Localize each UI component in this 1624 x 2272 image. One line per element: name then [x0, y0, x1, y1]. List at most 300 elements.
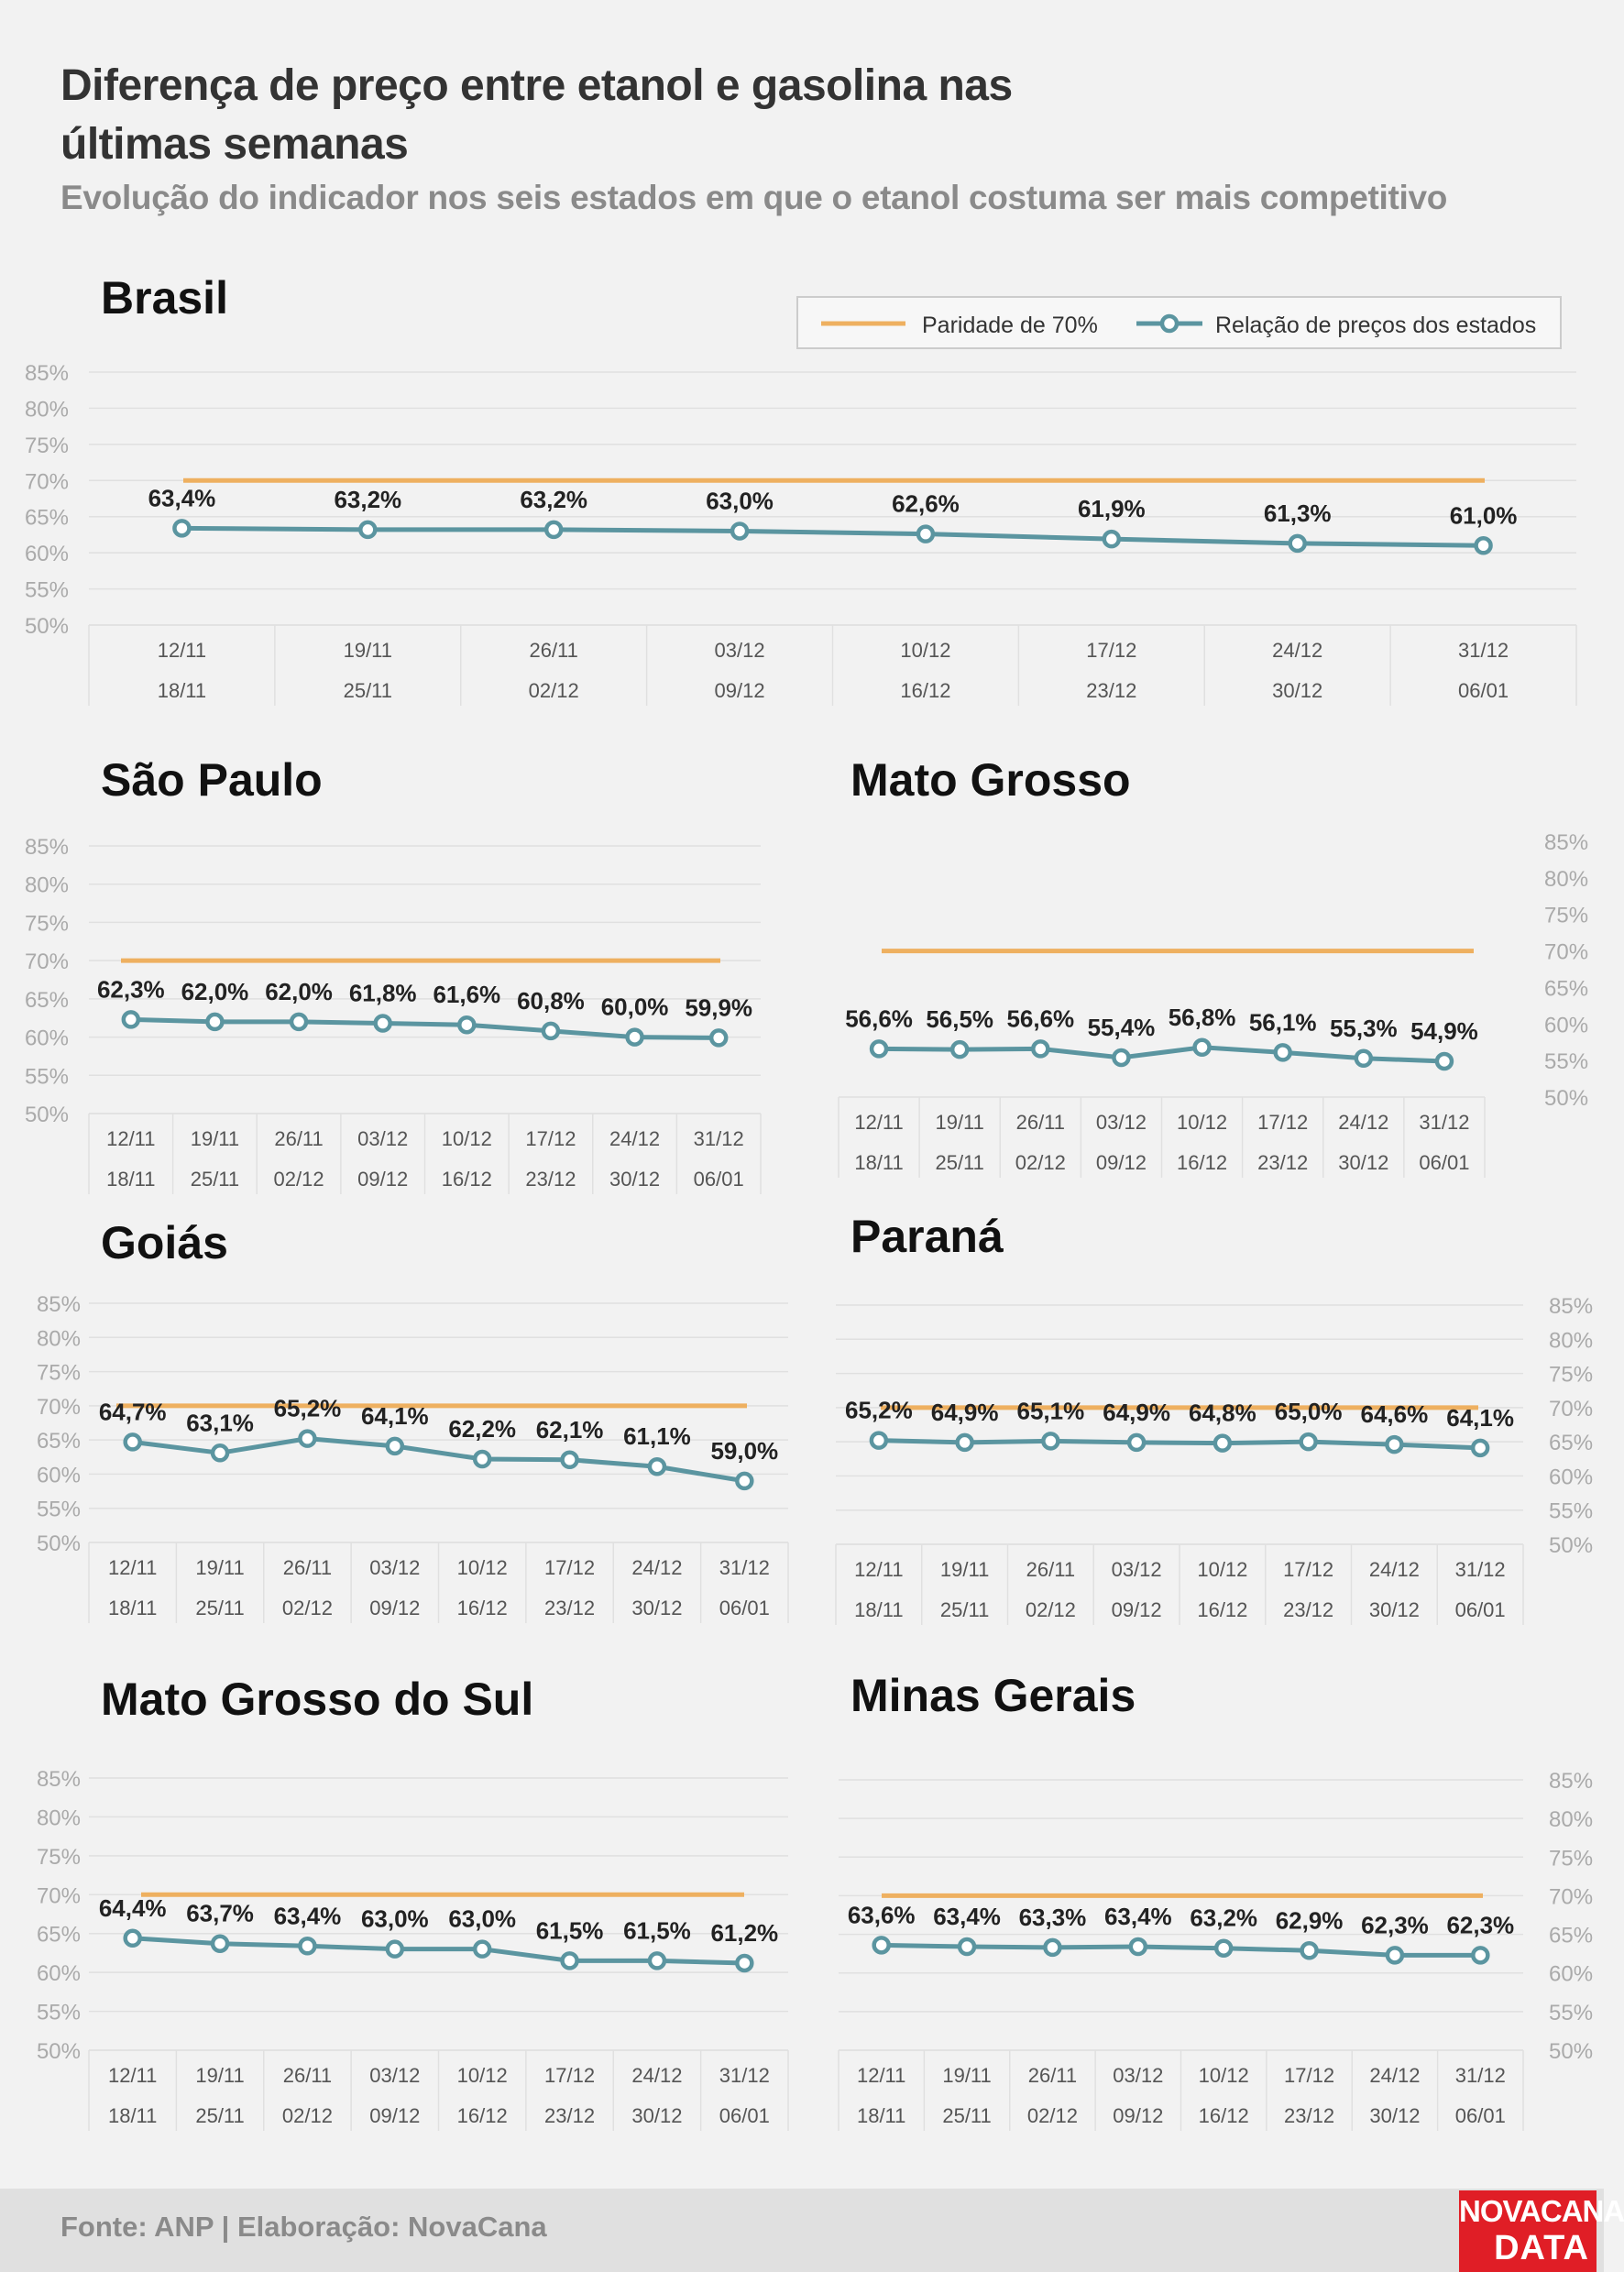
x-tick-label-end: 30/12: [1368, 1598, 1420, 1621]
x-tick-label-end: 16/12: [1198, 2104, 1249, 2127]
x-tick-label-start: 19/11: [195, 1556, 245, 1579]
data-point: [1388, 1948, 1402, 1962]
x-tick-label-start: 26/11: [529, 639, 578, 662]
chart-title: Minas Gerais: [850, 1670, 1136, 1721]
data-point: [737, 1956, 752, 1970]
data-point: [126, 1434, 140, 1449]
x-tick-label-start: 17/12: [1283, 1558, 1334, 1581]
data-label: 55,4%: [1087, 1013, 1156, 1041]
data-label: 64,7%: [98, 1398, 167, 1426]
data-label: 65,2%: [845, 1396, 913, 1424]
data-label: 62,3%: [1446, 1911, 1515, 1939]
data-label: 64,9%: [1103, 1398, 1170, 1426]
y-tick-label: 60%: [1549, 1465, 1594, 1490]
x-tick-label-start: 31/12: [693, 1127, 744, 1150]
x-tick-label-end: 06/01: [1454, 2104, 1506, 2127]
y-tick-label: 55%: [1549, 1498, 1594, 1524]
x-tick-label-start: 03/12: [1111, 1558, 1162, 1581]
x-tick-label-start: 10/12: [441, 1127, 492, 1150]
chart-title: São Paulo: [101, 754, 323, 806]
data-point: [1043, 1433, 1058, 1448]
x-tick-label-start: 12/11: [107, 1556, 158, 1579]
data-point: [1290, 536, 1305, 551]
x-tick-label-end: 30/12: [1338, 1151, 1389, 1174]
x-tick-label-start: 17/12: [1086, 639, 1137, 662]
data-label: 56,5%: [926, 1005, 994, 1034]
y-tick-label: 75%: [1549, 1362, 1594, 1388]
legend-series-marker: [1162, 316, 1177, 331]
data-point: [388, 1439, 402, 1454]
y-tick-label: 85%: [24, 835, 69, 860]
data-point: [1216, 1941, 1231, 1956]
x-tick-label-end: 16/12: [456, 2104, 508, 2127]
data-label: 63,2%: [334, 485, 402, 513]
legend-series-label: Relação de preços dos estados: [1215, 313, 1537, 338]
data-label: 61,5%: [623, 1916, 691, 1945]
x-tick-label-end: 30/12: [609, 1168, 661, 1191]
data-label: 62,6%: [892, 489, 960, 518]
legend-parity-label: Paridade de 70%: [922, 313, 1098, 338]
data-point: [958, 1435, 972, 1450]
x-tick-label-start: 10/12: [1198, 2064, 1249, 2087]
y-tick-label: 65%: [36, 1429, 81, 1454]
y-tick-label: 80%: [36, 1806, 81, 1831]
data-point: [1131, 1939, 1146, 1954]
y-tick-label: 75%: [36, 1360, 81, 1386]
data-label: 63,4%: [148, 484, 216, 512]
data-label: 63,0%: [448, 1904, 517, 1933]
x-tick-label-start: 03/12: [369, 2064, 421, 2087]
data-label: 59,9%: [685, 993, 753, 1022]
data-point: [1215, 1436, 1230, 1451]
chart-title: Goiás: [101, 1217, 228, 1268]
data-label: 62,0%: [181, 977, 249, 1005]
data-point: [960, 1939, 974, 1954]
novacana-data-logo: [1459, 2190, 1624, 2272]
data-label: 64,6%: [1360, 1400, 1429, 1429]
y-tick-label: 75%: [24, 911, 69, 937]
y-tick-label: 55%: [36, 1497, 81, 1522]
data-label: 64,9%: [930, 1398, 999, 1426]
data-label: 56,6%: [845, 1004, 913, 1033]
y-tick-label: 50%: [1544, 1086, 1589, 1111]
x-tick-label-end: 30/12: [631, 1597, 683, 1619]
x-tick-label-end: 09/12: [369, 2104, 421, 2127]
x-tick-label-end: 16/12: [900, 679, 951, 702]
y-tick-label: 65%: [1549, 1923, 1594, 1948]
y-tick-label: 50%: [24, 1103, 69, 1127]
y-tick-label: 60%: [36, 1961, 81, 1987]
data-label: 63,4%: [1103, 1903, 1172, 1931]
x-tick-label-start: 10/12: [1177, 1111, 1228, 1134]
y-tick-label: 70%: [36, 1394, 81, 1420]
x-tick-label-end: 23/12: [544, 1597, 596, 1619]
data-label: 64,4%: [98, 1893, 167, 1922]
data-point: [360, 522, 375, 537]
page-title-line-2: últimas semanas: [60, 120, 409, 169]
data-label: 61,2%: [710, 1918, 779, 1947]
x-tick-label-end: 02/12: [1025, 1598, 1076, 1621]
data-label: 62,0%: [265, 977, 333, 1005]
chart-são-paulo: [25, 754, 761, 1194]
x-tick-label-start: 12/11: [157, 639, 207, 662]
data-point: [213, 1445, 227, 1460]
y-tick-label: 50%: [36, 1531, 81, 1556]
x-tick-label-end: 18/11: [157, 679, 207, 702]
data-point: [1302, 1943, 1317, 1958]
x-tick-label-end: 18/11: [106, 1168, 156, 1191]
y-tick-label: 85%: [1549, 1769, 1594, 1794]
x-tick-label-start: 12/11: [854, 1111, 904, 1134]
x-tick-label-start: 24/12: [631, 2064, 683, 2087]
y-tick-label: 70%: [1549, 1396, 1594, 1421]
x-tick-label-start: 10/12: [456, 1556, 508, 1579]
data-point: [1045, 1940, 1059, 1955]
data-label: 62,3%: [1361, 1911, 1429, 1939]
data-point: [650, 1459, 664, 1474]
data-label: 62,2%: [448, 1415, 517, 1443]
x-tick-label-end: 06/01: [1458, 679, 1509, 702]
legend: [797, 297, 1561, 348]
data-point: [563, 1453, 577, 1467]
x-tick-label-end: 25/11: [195, 1597, 245, 1619]
data-point: [737, 1474, 752, 1488]
x-tick-label-end: 30/12: [1272, 679, 1323, 702]
x-tick-label-start: 24/12: [1368, 1558, 1420, 1581]
data-point: [1301, 1434, 1316, 1449]
data-point: [872, 1041, 886, 1056]
x-tick-label-end: 25/11: [939, 1598, 990, 1621]
x-tick-label-end: 23/12: [1283, 1598, 1334, 1621]
y-tick-label: 55%: [1549, 2000, 1594, 2025]
y-tick-label: 85%: [36, 1767, 81, 1792]
x-tick-label-start: 17/12: [544, 1556, 596, 1579]
x-tick-label-start: 31/12: [1458, 639, 1509, 662]
data-label: 62,9%: [1275, 1906, 1344, 1935]
x-tick-label-end: 06/01: [1454, 1598, 1506, 1621]
data-point: [1195, 1040, 1210, 1055]
data-point: [650, 1953, 664, 1968]
data-label: 61,8%: [348, 979, 417, 1007]
y-tick-label: 60%: [24, 542, 69, 567]
data-point: [628, 1030, 642, 1045]
y-tick-label: 65%: [36, 1922, 81, 1948]
y-tick-label: 65%: [24, 987, 69, 1013]
y-tick-label: 65%: [24, 505, 69, 531]
data-point: [546, 522, 561, 537]
data-point: [300, 1938, 314, 1953]
source-note: Fonte: ANP | Elaboração: NovaCana: [60, 2211, 547, 2243]
x-tick-label-end: 06/01: [719, 2104, 770, 2127]
data-point: [388, 1942, 402, 1957]
y-tick-label: 60%: [1549, 1961, 1594, 1987]
data-point: [174, 521, 189, 535]
data-label: 62,3%: [96, 975, 165, 1004]
data-point: [732, 523, 747, 538]
x-tick-label-end: 16/12: [441, 1168, 492, 1191]
x-tick-label-start: 12/11: [106, 1127, 156, 1150]
x-tick-label-start: 19/11: [942, 2064, 992, 2087]
data-label: 61,9%: [1077, 495, 1146, 523]
data-label: 56,6%: [1006, 1004, 1075, 1033]
data-point: [1104, 532, 1119, 546]
x-tick-label-start: 03/12: [1113, 2064, 1164, 2087]
data-label: 56,8%: [1168, 1003, 1236, 1031]
data-point: [1356, 1051, 1371, 1066]
chart-mato-grosso: [839, 754, 1588, 1178]
x-tick-label-end: 25/11: [343, 679, 393, 702]
x-tick-label-start: 17/12: [1284, 2064, 1335, 2087]
logo-line-2: DATA: [1494, 2229, 1589, 2267]
x-tick-label-end: 23/12: [1086, 679, 1137, 702]
x-tick-label-start: 19/11: [190, 1127, 240, 1150]
x-tick-label-start: 03/12: [357, 1127, 409, 1150]
x-tick-label-end: 25/11: [190, 1168, 240, 1191]
x-tick-label-start: 24/12: [609, 1127, 661, 1150]
x-tick-label-end: 25/11: [935, 1151, 984, 1174]
x-tick-label-end: 23/12: [525, 1168, 576, 1191]
x-tick-label-end: 30/12: [631, 2104, 683, 2127]
data-label: 63,6%: [847, 1901, 916, 1929]
x-tick-label-start: 31/12: [719, 2064, 770, 2087]
data-label: 54,9%: [1410, 1016, 1478, 1045]
x-tick-label-end: 06/01: [1419, 1151, 1470, 1174]
y-tick-label: 70%: [1544, 939, 1589, 965]
page-title-line-1: Diferença de preço entre etanol e gasolina nas: [60, 61, 1013, 110]
data-label: 63,0%: [706, 487, 774, 515]
data-point: [376, 1016, 390, 1031]
x-tick-label-start: 19/11: [939, 1558, 990, 1581]
data-point: [1276, 1045, 1290, 1059]
y-tick-label: 75%: [1544, 903, 1589, 928]
data-label: 55,3%: [1329, 1014, 1398, 1042]
data-label: 63,1%: [186, 1409, 254, 1437]
y-tick-label: 65%: [1549, 1431, 1594, 1456]
chart-title: Mato Grosso: [850, 754, 1131, 806]
y-tick-label: 80%: [1549, 1807, 1594, 1833]
data-point: [872, 1433, 886, 1448]
y-tick-label: 55%: [24, 1064, 69, 1090]
x-tick-label-start: 19/11: [935, 1111, 984, 1134]
data-label: 65,0%: [1274, 1398, 1343, 1426]
x-tick-label-end: 02/12: [1026, 2104, 1078, 2127]
data-point: [952, 1042, 967, 1057]
chart-paraná: [836, 1211, 1593, 1625]
data-point: [213, 1937, 227, 1951]
logo-line-1: NOVACANA: [1459, 2194, 1624, 2228]
y-tick-label: 80%: [24, 397, 69, 423]
x-tick-label-start: 31/12: [1454, 2064, 1506, 2087]
y-tick-label: 85%: [1544, 830, 1589, 855]
data-label: 61,5%: [535, 1916, 604, 1945]
x-tick-label-start: 10/12: [456, 2064, 508, 2087]
x-tick-label-end: 02/12: [273, 1168, 324, 1191]
x-tick-label-end: 09/12: [1095, 1151, 1147, 1174]
y-tick-label: 50%: [36, 2039, 81, 2064]
data-point: [543, 1024, 558, 1038]
y-tick-label: 50%: [1549, 1533, 1594, 1558]
x-tick-label-end: 06/01: [719, 1597, 770, 1619]
x-tick-label-start: 10/12: [1197, 1558, 1248, 1581]
y-tick-label: 60%: [24, 1026, 69, 1051]
y-tick-label: 55%: [24, 577, 69, 603]
data-label: 64,8%: [1189, 1399, 1256, 1427]
data-point: [1387, 1437, 1401, 1452]
x-tick-label-end: 23/12: [1284, 2104, 1335, 2127]
chart-minas-gerais: [839, 1670, 1593, 2131]
data-point: [126, 1931, 140, 1946]
data-label: 61,3%: [1263, 499, 1332, 527]
x-tick-label-start: 26/11: [282, 1556, 333, 1579]
x-tick-label-start: 12/11: [107, 2064, 158, 2087]
data-label: 60,0%: [600, 993, 669, 1021]
x-tick-label-start: 03/12: [369, 1556, 421, 1579]
data-point: [1033, 1041, 1048, 1056]
y-tick-label: 85%: [1549, 1294, 1594, 1319]
x-tick-label-end: 09/12: [1113, 2104, 1164, 2127]
chart-title: Mato Grosso do Sul: [101, 1674, 534, 1725]
x-tick-label-end: 09/12: [369, 1597, 421, 1619]
data-label: 63,0%: [360, 1904, 429, 1933]
data-point: [1476, 538, 1491, 553]
x-tick-label-end: 18/11: [854, 1151, 904, 1174]
x-tick-label-start: 24/12: [1369, 2064, 1421, 2087]
y-tick-label: 50%: [24, 614, 69, 639]
y-tick-label: 70%: [36, 1883, 81, 1909]
y-tick-label: 60%: [1544, 1013, 1589, 1038]
y-tick-label: 55%: [36, 2000, 81, 2025]
x-tick-label-start: 24/12: [1338, 1111, 1389, 1134]
y-tick-label: 80%: [36, 1326, 81, 1352]
y-tick-label: 75%: [24, 433, 69, 458]
data-point: [563, 1953, 577, 1968]
data-point: [918, 527, 933, 542]
y-tick-label: 70%: [24, 469, 69, 495]
x-tick-label-end: 23/12: [544, 2104, 596, 2127]
x-tick-label-start: 26/11: [1026, 1558, 1076, 1581]
y-tick-label: 75%: [36, 1844, 81, 1870]
x-tick-label-end: 30/12: [1369, 2104, 1421, 2127]
x-tick-label-start: 03/12: [1095, 1111, 1147, 1134]
chart-goiás: [37, 1217, 788, 1623]
data-label: 56,1%: [1248, 1008, 1317, 1037]
x-tick-label-end: 02/12: [528, 679, 579, 702]
x-tick-label-end: 06/01: [693, 1168, 744, 1191]
data-point: [1473, 1441, 1487, 1455]
y-tick-label: 80%: [24, 873, 69, 898]
x-tick-label-start: 26/11: [274, 1127, 324, 1150]
x-tick-label-end: 09/12: [1111, 1598, 1162, 1621]
y-tick-label: 70%: [1549, 1884, 1594, 1910]
data-point: [1473, 1948, 1487, 1962]
x-tick-label-start: 19/11: [195, 2064, 245, 2087]
x-tick-label-start: 17/12: [1257, 1111, 1309, 1134]
x-tick-label-start: 24/12: [1272, 639, 1323, 662]
data-label: 63,7%: [186, 1899, 254, 1927]
x-tick-label-start: 31/12: [1454, 1558, 1506, 1581]
x-tick-label-start: 10/12: [900, 639, 951, 662]
y-tick-label: 50%: [1549, 2039, 1594, 2064]
data-point: [300, 1432, 314, 1446]
x-tick-label-end: 09/12: [357, 1168, 409, 1191]
x-tick-label-end: 18/11: [107, 2104, 158, 2127]
data-label: 59,0%: [710, 1436, 779, 1465]
data-label: 60,8%: [517, 986, 585, 1015]
data-point: [475, 1452, 489, 1466]
chart-mato-grosso-do-sul: [37, 1674, 788, 2131]
x-tick-label-end: 02/12: [281, 1597, 333, 1619]
x-tick-label-end: 25/11: [195, 2104, 245, 2127]
data-label: 63,4%: [273, 1902, 342, 1930]
data-point: [291, 1015, 306, 1029]
x-tick-label-end: 02/12: [281, 2104, 333, 2127]
x-tick-label-start: 24/12: [631, 1556, 683, 1579]
data-label: 64,1%: [1446, 1403, 1514, 1432]
y-tick-label: 80%: [1544, 866, 1589, 892]
data-point: [124, 1012, 138, 1026]
data-point: [711, 1030, 726, 1045]
x-tick-label-start: 12/11: [854, 1558, 904, 1581]
data-label: 61,0%: [1449, 501, 1518, 530]
data-label: 65,2%: [273, 1394, 342, 1422]
data-label: 63,3%: [1018, 1903, 1087, 1931]
data-point: [1437, 1054, 1452, 1069]
x-tick-label-start: 26/11: [1027, 2064, 1078, 2087]
x-tick-label-end: 09/12: [714, 679, 765, 702]
data-label: 65,1%: [1016, 1397, 1085, 1425]
x-tick-label-end: 25/11: [942, 2104, 992, 2127]
x-tick-label-end: 16/12: [1177, 1151, 1228, 1174]
footer: [0, 2189, 1624, 2272]
x-tick-label-start: 26/11: [1015, 1111, 1066, 1134]
x-tick-label-end: 02/12: [1015, 1151, 1066, 1174]
data-point: [475, 1942, 489, 1957]
data-label: 63,4%: [933, 1903, 1001, 1931]
data-label: 63,2%: [1190, 1904, 1258, 1932]
x-tick-label-start: 31/12: [1419, 1111, 1470, 1134]
x-tick-label-end: 18/11: [856, 2104, 906, 2127]
y-tick-label: 85%: [36, 1292, 81, 1317]
x-tick-label-start: 17/12: [544, 2064, 596, 2087]
x-tick-label-end: 16/12: [456, 1597, 508, 1619]
y-tick-label: 85%: [24, 361, 69, 386]
x-tick-label-end: 18/11: [107, 1597, 158, 1619]
y-tick-label: 80%: [1549, 1328, 1594, 1354]
y-tick-label: 65%: [1544, 976, 1589, 1002]
data-label: 63,2%: [520, 485, 588, 513]
data-point: [874, 1937, 889, 1952]
data-point: [1114, 1050, 1128, 1065]
x-tick-label-start: 19/11: [343, 639, 393, 662]
y-tick-label: 70%: [24, 949, 69, 975]
x-tick-label-start: 31/12: [719, 1556, 770, 1579]
data-label: 62,1%: [535, 1415, 604, 1443]
x-tick-label-end: 16/12: [1197, 1598, 1248, 1621]
y-tick-label: 75%: [1549, 1846, 1594, 1871]
data-label: 61,6%: [433, 981, 501, 1009]
x-tick-label-start: 12/11: [856, 2064, 906, 2087]
data-label: 61,1%: [623, 1422, 691, 1451]
x-tick-label-start: 17/12: [525, 1127, 576, 1150]
chart-title: Brasil: [101, 272, 228, 324]
data-point: [1129, 1435, 1144, 1450]
x-tick-label-start: 26/11: [282, 2064, 333, 2087]
chart-brasil: [25, 272, 1576, 706]
data-label: 64,1%: [360, 1401, 429, 1430]
x-tick-label-end: 18/11: [854, 1598, 904, 1621]
y-tick-label: 55%: [1544, 1049, 1589, 1075]
data-point: [207, 1015, 222, 1029]
